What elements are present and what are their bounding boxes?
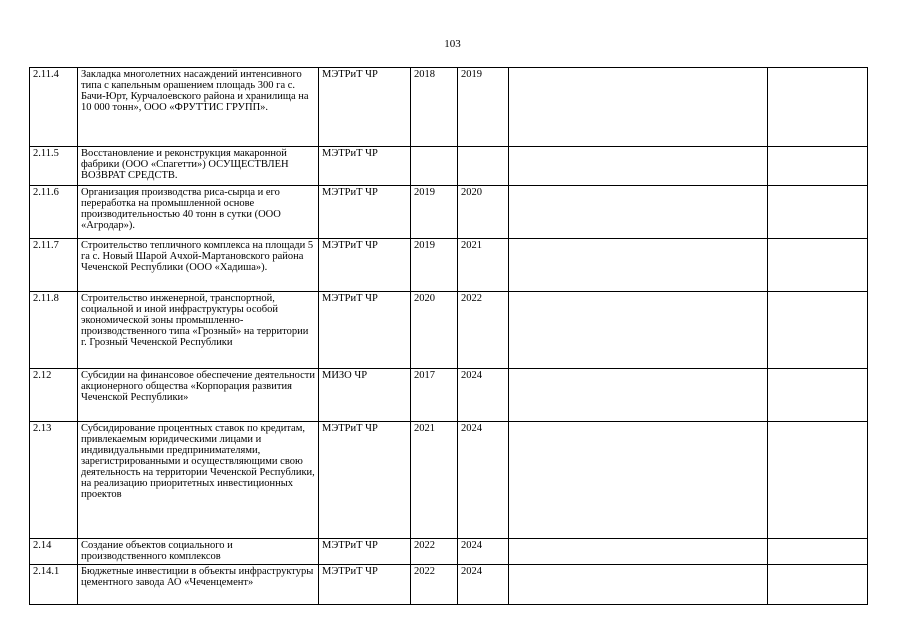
table-row <box>30 539 868 565</box>
row-number: 2.13 <box>30 422 78 539</box>
row-col6 <box>509 422 768 539</box>
row-start-year: 2022 <box>411 565 458 605</box>
row-organization: МЭТРиТ ЧР <box>319 565 411 605</box>
table-row <box>30 239 868 292</box>
table-row <box>30 292 868 369</box>
row-number: 2.11.8 <box>30 292 78 369</box>
row-number: 2.12 <box>30 369 78 422</box>
program-table <box>29 67 868 605</box>
row-description: Организация производства риса-сырца и его переработка на промышленной основе производительностью 40 тонн в сутки (ООО «Агродар»). <box>78 186 319 239</box>
row-col6 <box>509 292 768 369</box>
row-organization: МЭТРиТ ЧР <box>319 186 411 239</box>
row-organization: МИЗО ЧР <box>319 369 411 422</box>
table-row <box>30 565 868 605</box>
row-end-year <box>458 147 509 186</box>
row-number: 2.11.5 <box>30 147 78 186</box>
row-description: Субсидирование процентных ставок по кредитам, привлекаемым юридическими лицами и индивидуальными предпринимателями, зарегистрированными и осуществляющими свою деятельность на территории Чеченской Республики, на реализацию приоритетных инвестиционных проектов <box>78 422 319 539</box>
row-start-year: 2021 <box>411 422 458 539</box>
row-start-year: 2022 <box>411 539 458 565</box>
row-start-year: 2019 <box>411 239 458 292</box>
row-number: 2.14 <box>30 539 78 565</box>
row-col7 <box>768 292 868 369</box>
row-number: 2.11.6 <box>30 186 78 239</box>
row-description: Закладка многолетних насаждений интенсивного типа с капельным орашением площадь 300 га с. Бачи-Юрт, Курчалоевского района и хранилища на 10 000 тонн», ООО «ФРУТТИС ГРУПП». <box>78 68 319 147</box>
row-end-year: 2024 <box>458 369 509 422</box>
table-row <box>30 68 868 147</box>
row-col7 <box>768 565 868 605</box>
row-end-year: 2022 <box>458 292 509 369</box>
row-start-year <box>411 147 458 186</box>
row-col6 <box>509 239 768 292</box>
row-description: Строительство инженерной, транспортной, социальной и иной инфраструктуры особой экономической зоны промышленно-производственного типа «Грозный» на территории г. Грозный Чеченской Республики <box>78 292 319 369</box>
row-col7 <box>768 369 868 422</box>
row-start-year: 2020 <box>411 292 458 369</box>
row-col7 <box>768 539 868 565</box>
row-end-year: 2019 <box>458 68 509 147</box>
row-end-year: 2024 <box>458 565 509 605</box>
page-number: 103 <box>444 38 461 50</box>
row-description: Бюджетные инвестиции в объекты инфраструктуры цементного завода АО «Чеченцемент» <box>78 565 319 605</box>
row-col6 <box>509 147 768 186</box>
row-description: Создание объектов социального и производственного комплексов <box>78 539 319 565</box>
row-end-year: 2020 <box>458 186 509 239</box>
row-number: 2.11.7 <box>30 239 78 292</box>
row-start-year: 2017 <box>411 369 458 422</box>
row-organization: МЭТРиТ ЧР <box>319 68 411 147</box>
row-col6 <box>509 539 768 565</box>
row-organization: МЭТРиТ ЧР <box>319 422 411 539</box>
row-number: 2.14.1 <box>30 565 78 605</box>
table-row <box>30 369 868 422</box>
table-row <box>30 422 868 539</box>
row-col7 <box>768 147 868 186</box>
row-end-year: 2021 <box>458 239 509 292</box>
row-col7 <box>768 239 868 292</box>
row-col7 <box>768 422 868 539</box>
row-organization: МЭТРиТ ЧР <box>319 239 411 292</box>
row-description: Восстановление и реконструкция макаронной фабрики (ООО «Спагетти») ОСУЩЕСТВЛЕН ВОЗВРАТ СРЕДСТВ. <box>78 147 319 186</box>
row-organization: МЭТРиТ ЧР <box>319 292 411 369</box>
row-col7 <box>768 186 868 239</box>
row-col6 <box>509 565 768 605</box>
row-description: Субсидии на финансовое обеспечение деятельности акционерного общества «Корпорация развития Чеченской Республики» <box>78 369 319 422</box>
table-row <box>30 147 868 186</box>
row-description: Строительство тепличного комплекса на площади 5 га с. Новый Шарой Ачхой-Мартановского района Чеченской Республики (ООО «Хадиша»). <box>78 239 319 292</box>
row-end-year: 2024 <box>458 539 509 565</box>
row-col6 <box>509 68 768 147</box>
row-number: 2.11.4 <box>30 68 78 147</box>
row-col6 <box>509 369 768 422</box>
row-start-year: 2018 <box>411 68 458 147</box>
row-start-year: 2019 <box>411 186 458 239</box>
row-organization: МЭТРиТ ЧР <box>319 539 411 565</box>
row-organization: МЭТРиТ ЧР <box>319 147 411 186</box>
table-row <box>30 186 868 239</box>
row-col6 <box>509 186 768 239</box>
row-col7 <box>768 68 868 147</box>
row-end-year: 2024 <box>458 422 509 539</box>
